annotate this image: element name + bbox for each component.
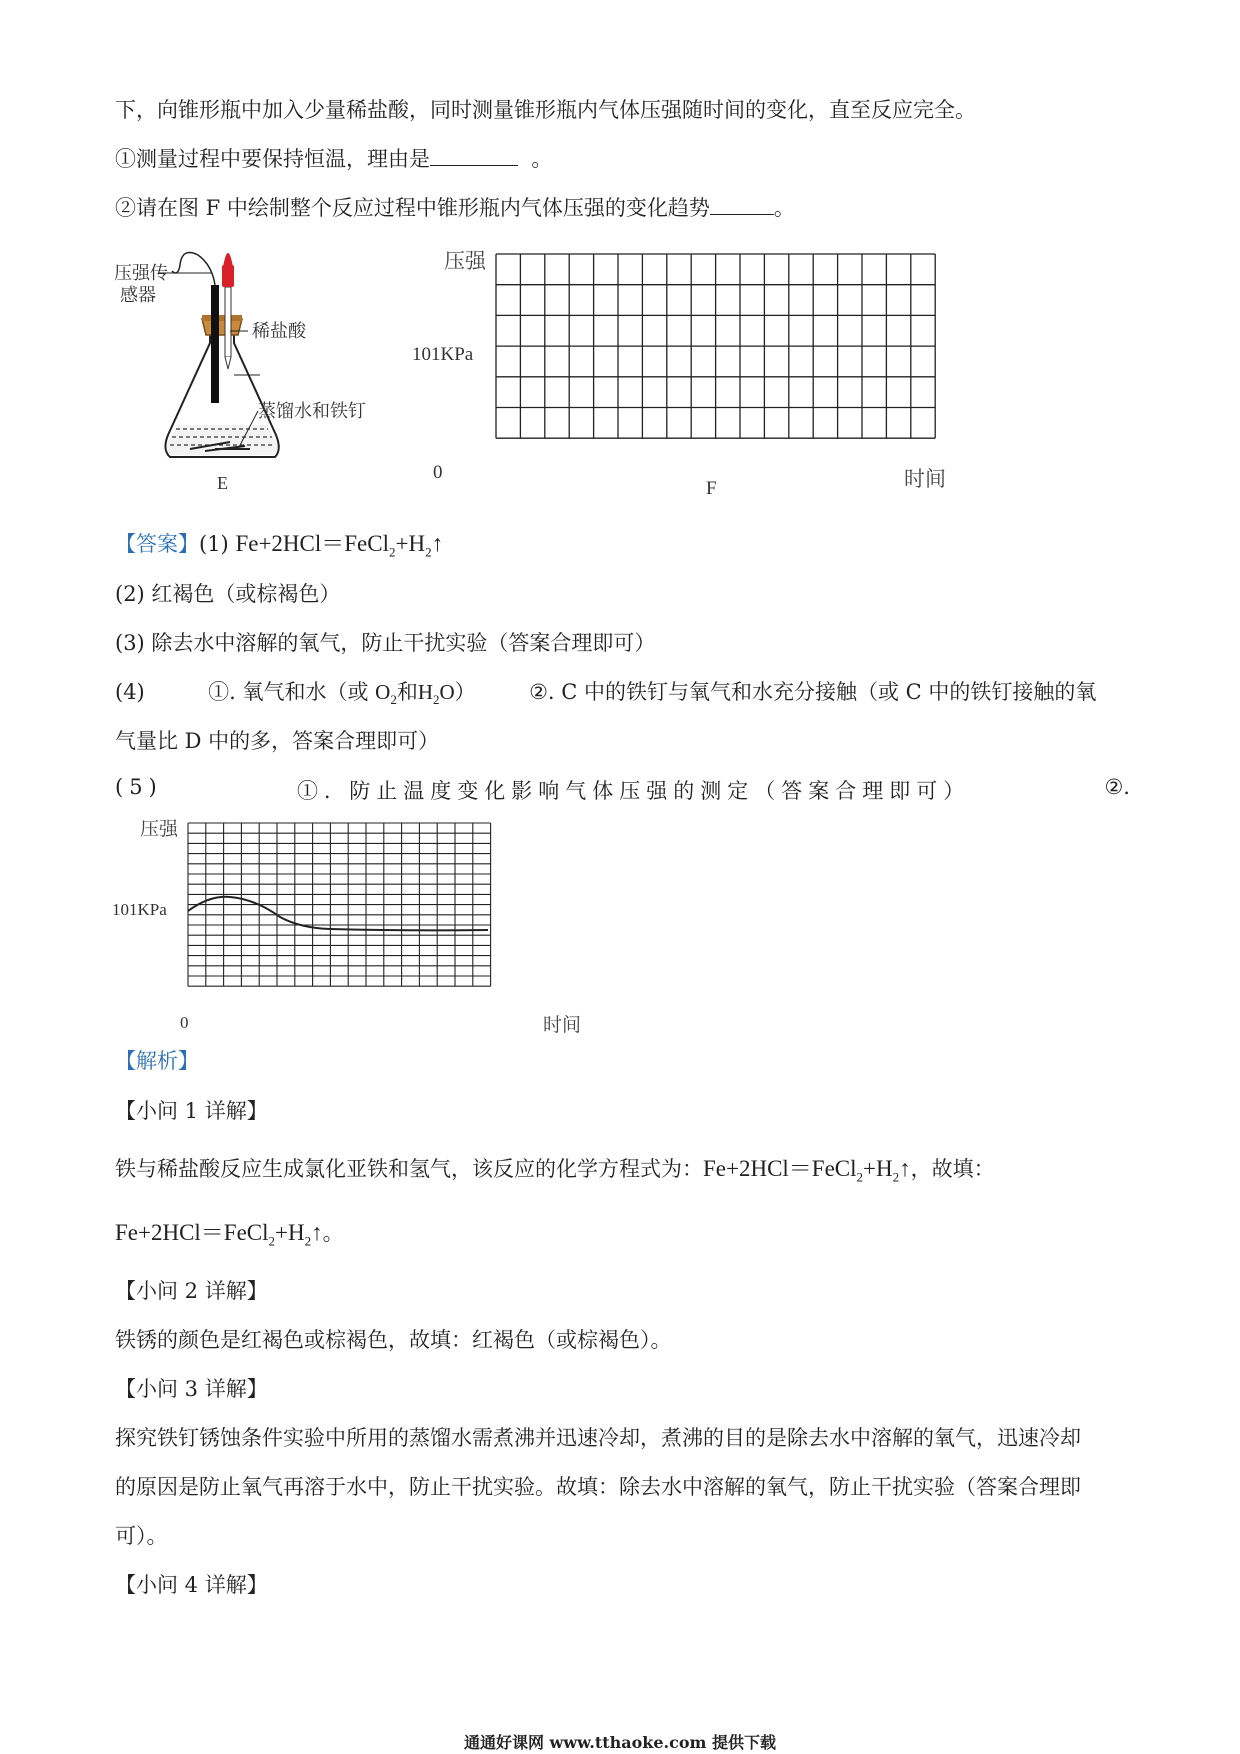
text-line-3 <box>115 192 795 222</box>
answer-5-item1: ①. 防止温度变化影响气体压强的测定（答案合理即可） <box>296 779 971 803</box>
q4-heading: 【小问 4 详解】 <box>115 1573 268 1597</box>
figure-e-label: E <box>217 473 228 493</box>
grid-lines <box>496 254 935 438</box>
reason-question: ①测量过程中要保持恒温，理由是 <box>115 147 430 171</box>
answer-4-h2o: $H_2O$） <box>417 680 476 708</box>
q3-text-2: 的原因是防止氧气再溶于水中，防止干扰实验。故填：除去水中溶解的氧气，防止干扰实验（答案合理即 <box>115 1475 1081 1499</box>
period: 。 <box>531 147 553 171</box>
answer-4-item1: ①. 氧气和水（或 <box>208 680 369 704</box>
y-axis-mark: 101KPa <box>412 344 474 365</box>
sensor-label-line2: 感器 <box>120 285 156 305</box>
q1-equation: $Fe+2HCl=FeCl_2+H_2↑$ <box>703 1156 911 1185</box>
draw-question: ②请在图 F 中绘制整个反应过程中锥形瓶内气体压强的变化趋势 <box>115 196 710 220</box>
answer-1-equation: $Fe+2HCl=FeCl_2+H_2↑$ <box>235 531 444 560</box>
period: 。 <box>773 196 795 220</box>
x-axis-title: 时间 <box>904 467 946 491</box>
q3-text-1: 探究铁钉锈蚀条件实验中所用的蒸馏水需煮沸并迅速冷却，煮沸的目的是除去水中溶解的氧气，迅速冷却 <box>115 1426 1081 1450</box>
q3-heading: 【小问 3 详解】 <box>115 1377 268 1401</box>
answer-line-1 <box>115 525 443 561</box>
q1-heading: 【小问 1 详解】 <box>115 1099 268 1123</box>
sensor-label-line1: 压强传 <box>114 263 168 283</box>
figure-e-apparatus <box>110 245 420 495</box>
answer-blank-1 <box>430 147 518 166</box>
text-line-2 <box>115 143 552 173</box>
answer-line-5 <box>115 775 1130 805</box>
origin-label: 0 <box>433 462 443 483</box>
analysis-tag: 【解析】 <box>115 1049 199 1073</box>
answer-line-3: (3) 除去水中溶解的氧气，防止干扰实验（答案合理即可） <box>115 631 656 655</box>
figure-f-label: F <box>706 478 717 499</box>
q1-text: 铁与稀盐酸反应生成氯化亚铁和氢气，该反应的化学方程式为：$Fe+2HCl=FeCl_2+H_2↑$，故填： <box>115 1156 995 1185</box>
q1-answer: $Fe+2HCl=FeCl_2+H_2↑$。 <box>115 1220 344 1249</box>
q2-text: 铁锈的颜色是红褐色或棕褐色，故填：红褐色（或棕褐色）。 <box>115 1328 672 1352</box>
q1-answer-equation: $Fe+2HCl=FeCl_2+H_2↑$ <box>115 1220 323 1249</box>
answer-4-o2: $O_2$ <box>375 680 397 708</box>
answer-pressure-chart <box>110 815 600 1035</box>
answer-tag: 【答案】 <box>115 532 199 556</box>
acid-label: 稀盐酸 <box>252 321 306 341</box>
answer-5-item2: ②. <box>1104 775 1130 799</box>
water-label: 蒸馏水和铁钉 <box>258 401 366 421</box>
answer-4-item2: ②. C 中的铁钉与氧气和水充分接触（或 C 中的铁钉接触的氧 <box>529 680 1097 704</box>
y-axis-title: 压强 <box>444 249 486 273</box>
answer-y-title: 压强 <box>140 819 179 840</box>
answer-line-4: (4) ①. 氧气和水（或 $O_2$和$H_2O$） ②. C 中的铁钉与氧气和水充分接触（或 C 中的铁钉接触的氧 <box>115 680 1097 708</box>
answer-1-number: (1) <box>199 532 229 556</box>
text-line-1: 下，向锥形瓶中加入少量稀盐酸，同时测量锥形瓶内气体压强随时间的变化，直至反应完全。 <box>115 98 976 122</box>
answer-line-4b: 气量比 D 中的多，答案合理即可） <box>115 729 440 753</box>
footer: 通通好课网 www.tthaoke.com 提供下载 <box>463 1733 777 1752</box>
q3-text-3: 可）。 <box>115 1524 168 1548</box>
answer-4-number: (4) <box>115 680 145 704</box>
answer-blank-2 <box>710 196 774 215</box>
answer-y-mark: 101KPa <box>112 900 167 919</box>
answer-line-2: (2) 红褐色（或棕褐色） <box>115 582 341 606</box>
figure-f-grid <box>400 240 960 510</box>
answer-x-title: 时间 <box>543 1015 582 1035</box>
q2-heading: 【小问 2 详解】 <box>115 1279 268 1303</box>
answer-5-number: (5) <box>115 775 163 799</box>
answer-grid-lines <box>188 823 491 986</box>
answer-origin: 0 <box>180 1013 189 1032</box>
